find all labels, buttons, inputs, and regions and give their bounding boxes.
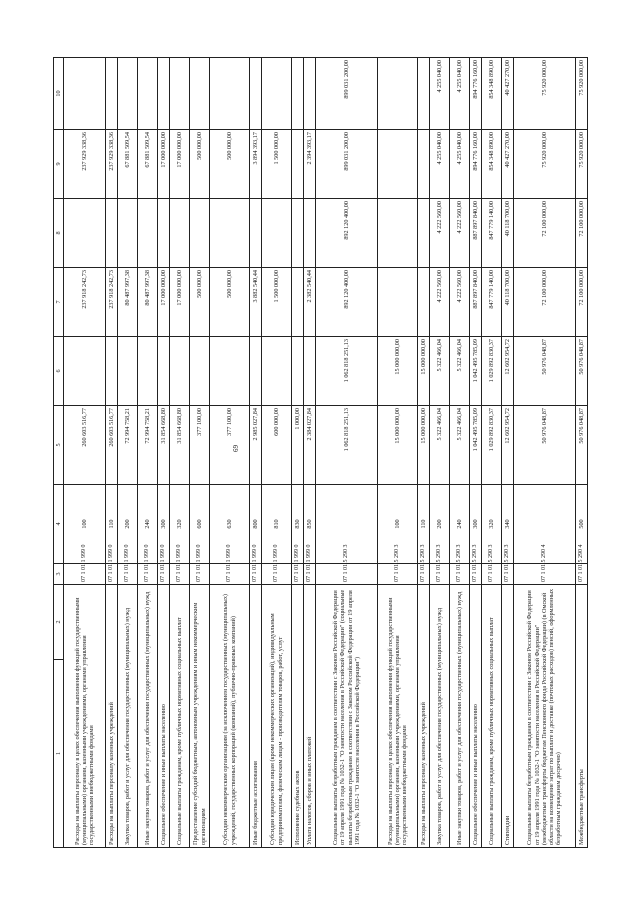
row-value-col5: 50 976 048,87 — [576, 406, 588, 485]
table-row — [138, 58, 158, 848]
header-cell: 6 — [54, 337, 64, 406]
row-value-col6: 15 000 000,00 — [418, 337, 430, 406]
row-value-col5: 600 000,00 — [262, 406, 292, 485]
row-vr: 320 — [482, 485, 502, 564]
row-name: Социальное обеспечение и иные выплаты населению — [158, 585, 170, 848]
row-value-col7: 1 500 000,00 — [262, 268, 292, 337]
table-row — [470, 58, 482, 848]
row-name: Иные закупки товаров, работ и услуг для обеспечения государственных (муниципальных) нужд — [138, 585, 158, 848]
row-value-col8: 4 222 560,00 — [450, 199, 470, 268]
row-value-col5: 15 000 000,00 — [418, 406, 430, 485]
row-name: Предоставление субсидий бюджетным, автономным учреждениям и иным некоммерческим организациям — [190, 585, 210, 848]
row-value-col6: 12 602 954,72 — [502, 337, 514, 406]
row-value-col5: 72 994 758,21 — [138, 406, 158, 485]
row-code: 07 1 01 5 290 3 — [378, 564, 418, 585]
row-value-col9: 500 000,00 — [210, 130, 250, 199]
row-value-col10 — [170, 58, 190, 130]
row-value-col6: 1 029 892 830,37 — [482, 337, 502, 406]
header-row — [54, 58, 64, 848]
table-row — [378, 58, 418, 848]
row-value-col6: 50 976 048,87 — [514, 337, 576, 406]
row-name: Закупка товаров, работ и услуг для обеспечения государственных (муниципальных) нужд — [118, 585, 138, 848]
row-vr: 200 — [430, 485, 450, 564]
row-value-col9: 854 348 890,00 — [482, 130, 502, 199]
row-code: 07 1 01 5 290 3 — [450, 564, 470, 585]
row-name: Социальное обеспечение и иные выплаты населению — [470, 585, 482, 848]
table-row — [106, 58, 118, 848]
row-value-col8 — [170, 199, 190, 268]
row-name: Субсидии юридическим лицам (кроме некоммерческих организаций), индивидуальным предпринимателям, физическим лицам - производителям товаров, работ, услуг — [262, 585, 292, 848]
row-value-col9: 75 920 000,00 — [514, 130, 576, 199]
row-vr: 200 — [118, 485, 138, 564]
header-cell: 9 — [54, 130, 64, 199]
row-value-col6: 50 976 048,87 — [576, 337, 588, 406]
row-vr: 100 — [378, 485, 418, 564]
row-vr: 810 — [262, 485, 292, 564]
row-value-col8 — [304, 199, 316, 268]
row-value-col8 — [64, 199, 106, 268]
header-cell: 10 — [54, 58, 64, 130]
row-name: Расходы на выплаты персоналу казенных учреждений — [106, 585, 118, 848]
row-name: Социальные выплаты безработным гражданам в соответствии с Законом Российской Федерации от 19 апреля 1991 года № 1032-1 "О занятости населения в Российской Федерации" (межбюджетные трансферты бюджетам Пенсионного фонда Российской Федерации) (в Омской области на возмещение затрат по выплате и доставке (почтовых расходов) пенсий, оформленных безработным гражданам досрочно) — [514, 585, 576, 848]
row-value-col5: 31 854 668,80 — [170, 406, 190, 485]
row-value-col9: 67 881 509,54 — [118, 130, 138, 199]
row-value-col9: 899 031 200,00 — [316, 130, 378, 199]
row-vr: 340 — [502, 485, 514, 564]
table-row — [304, 58, 316, 848]
table-row — [210, 58, 250, 848]
row-value-col8 — [138, 199, 158, 268]
row-value-col9: 237 929 338,36 — [64, 130, 106, 199]
row-value-col8 — [190, 199, 210, 268]
row-value-col10 — [418, 58, 430, 130]
row-value-col10 — [138, 58, 158, 130]
table-row — [316, 58, 378, 848]
row-value-col7: 892 120 400,00 — [316, 268, 378, 337]
row-value-col8 — [158, 199, 170, 268]
row-vr: 300 — [470, 485, 482, 564]
row-name: Иные бюджетные ассигнования — [250, 585, 262, 848]
row-vr: 630 — [210, 485, 250, 564]
row-value-col5: 1 042 495 785,09 — [470, 406, 482, 485]
row-value-col6: 5 322 466,04 — [450, 337, 470, 406]
row-value-col7 — [292, 268, 304, 337]
row-value-col9: 2 394 393,17 — [304, 130, 316, 199]
row-value-col5: 377 100,00 — [210, 406, 250, 485]
row-value-col8 — [292, 199, 304, 268]
row-value-col5: 1 029 892 830,37 — [482, 406, 502, 485]
row-value-col7: 887 897 840,00 — [470, 268, 482, 337]
row-vr: 300 — [158, 485, 170, 564]
row-value-col8 — [106, 199, 118, 268]
row-value-col5: 5 322 466,04 — [450, 406, 470, 485]
row-value-col10 — [64, 58, 106, 130]
row-value-col5: 31 854 668,80 — [158, 406, 170, 485]
table-row — [450, 58, 470, 848]
row-value-col8 — [210, 199, 250, 268]
row-value-col8: 72 100 000,00 — [514, 199, 576, 268]
row-code: 07 1 01 1 999 0 — [262, 564, 292, 585]
row-value-col6: 15 000 000,00 — [378, 337, 418, 406]
row-value-col10: 40 427 270,00 — [502, 58, 514, 130]
row-value-col6: 5 322 466,04 — [430, 337, 450, 406]
row-value-col6: 1 042 495 785,09 — [470, 337, 482, 406]
row-vr: 500 — [576, 485, 588, 564]
row-code: 07 1 01 5 290 3 — [502, 564, 514, 585]
row-name: Расходы на выплаты персоналу в целях обеспечения выполнения функций государственными (муниципальными) органами, казенными учреждениями, органами управления государственными внебюджетными фондами — [64, 585, 106, 848]
row-value-col10 — [292, 58, 304, 130]
table-row — [514, 58, 576, 848]
row-value-col6 — [106, 337, 118, 406]
row-value-col9: 1 500 000,00 — [262, 130, 292, 199]
row-value-col7: 2 382 540,44 — [304, 268, 316, 337]
row-value-col5: 377 100,00 — [190, 406, 210, 485]
header-cell: 8 — [54, 199, 64, 268]
budget-table-rotated — [53, 58, 619, 848]
header-cell: 5 — [54, 406, 64, 485]
row-value-col10 — [106, 58, 118, 130]
row-code: 07 1 01 5 290 4 — [514, 564, 576, 585]
row-name: Социальные выплаты гражданам, кроме публичных нормативных социальных выплат — [170, 585, 190, 848]
table-row — [418, 58, 430, 848]
row-value-col10 — [262, 58, 292, 130]
row-value-col10: 75 920 000,00 — [576, 58, 588, 130]
row-name: Исполнение судебных актов — [292, 585, 304, 848]
table-row — [250, 58, 262, 848]
row-value-col7: 80 487 997,38 — [138, 268, 158, 337]
row-value-col7: 80 487 997,38 — [118, 268, 138, 337]
row-code: 07 1 01 5 290 3 — [418, 564, 430, 585]
row-value-col10 — [304, 58, 316, 130]
row-value-col7: 847 779 140,00 — [482, 268, 502, 337]
row-value-col10 — [118, 58, 138, 130]
table-row — [158, 58, 170, 848]
row-code: 07 1 01 1 999 0 — [210, 564, 250, 585]
row-code: 07 1 01 1 999 0 — [250, 564, 262, 585]
row-name: Уплата налогов, сборов и иных платежей — [304, 585, 316, 848]
table-row — [482, 58, 502, 848]
row-value-col10: 4 255 040,00 — [430, 58, 450, 130]
row-value-col5: 1 000,00 — [292, 406, 304, 485]
row-value-col7: 17 000 000,00 — [158, 268, 170, 337]
row-value-col7: 4 222 560,00 — [430, 268, 450, 337]
row-vr: 600 — [190, 485, 210, 564]
row-name: Иные закупки товаров, работ и услуг для обеспечения государственных (муниципальных) нужд — [450, 585, 470, 848]
row-value-col7: 237 918 242,73 — [106, 268, 118, 337]
row-value-col9: 4 255 040,00 — [450, 130, 470, 199]
row-value-col9: 67 881 509,54 — [138, 130, 158, 199]
row-value-col10: 854 348 890,00 — [482, 58, 502, 130]
row-value-col6 — [292, 337, 304, 406]
table-row — [64, 58, 106, 848]
row-value-col5: 260 603 516,77 — [64, 406, 106, 485]
row-value-col6 — [118, 337, 138, 406]
row-code: 07 1 01 5 290 3 — [470, 564, 482, 585]
row-value-col9 — [418, 130, 430, 199]
row-value-col8: 892 120 400,00 — [316, 199, 378, 268]
row-code: 07 1 01 1 999 0 — [64, 564, 106, 585]
row-value-col10: 899 031 200,00 — [316, 58, 378, 130]
row-code: 07 1 01 1 999 0 — [158, 564, 170, 585]
row-value-col9: 40 427 270,00 — [502, 130, 514, 199]
row-value-col8: 847 779 140,00 — [482, 199, 502, 268]
table-row — [502, 58, 514, 848]
row-value-col6: 1 062 818 251,13 — [316, 337, 378, 406]
row-value-col9: 17 000 000,00 — [158, 130, 170, 199]
header-cell: 3 — [54, 564, 64, 585]
table-row — [262, 58, 292, 848]
header-cell: 1 — [54, 660, 64, 848]
row-value-col10 — [210, 58, 250, 130]
row-value-col5: 50 976 048,87 — [514, 406, 576, 485]
row-name: Социальные выплаты безработным гражданам в соответствии с Законом Российской Федерации от 19 апреля 1991 года № 1032-1 "О занятости населения в Российской Федерации" (социальные выплаты безработным гражданам в соответствии с Законом Российской Федерации от 19 апреля 1991 года № 1032-1 "О занятости населения в Российской Федерации") — [316, 585, 378, 848]
row-value-col6 — [262, 337, 292, 406]
row-value-col7: 72 100 000,00 — [514, 268, 576, 337]
row-vr: 240 — [450, 485, 470, 564]
row-value-col5: 5 322 466,04 — [430, 406, 450, 485]
row-value-col5: 2 985 027,84 — [250, 406, 262, 485]
row-value-col6 — [190, 337, 210, 406]
row-value-col10 — [158, 58, 170, 130]
row-code: 07 1 01 1 999 0 — [170, 564, 190, 585]
table-row — [292, 58, 304, 848]
row-value-col5: 2 384 027,84 — [304, 406, 316, 485]
row-value-col7: 500 000,00 — [210, 268, 250, 337]
row-value-col9: 75 920 000,00 — [576, 130, 588, 199]
row-name: Межбюджетные трансферты — [576, 585, 588, 848]
budget-table — [53, 57, 588, 848]
row-value-col10: 894 776 160,00 — [470, 58, 482, 130]
row-vr: 320 — [170, 485, 190, 564]
row-value-col6 — [158, 337, 170, 406]
row-name: Стипендии — [502, 585, 514, 848]
row-value-col5: 260 603 516,77 — [106, 406, 118, 485]
header-cell: 7 — [54, 268, 64, 337]
row-value-col6 — [64, 337, 106, 406]
row-code: 07 1 01 1 999 0 — [190, 564, 210, 585]
row-code: 07 1 01 1 999 0 — [118, 564, 138, 585]
row-value-col10 — [190, 58, 210, 130]
row-value-col8 — [262, 199, 292, 268]
row-name: Расходы на выплаты персоналу в целях обеспечения выполнения функций государственными (муниципальными) органами, казенными учреждениями, органами управления государственными внебюджетными фондами — [378, 585, 418, 848]
row-value-col7: 17 000 000,00 — [170, 268, 190, 337]
row-value-col8 — [418, 199, 430, 268]
row-value-col9: 500 000,00 — [190, 130, 210, 199]
row-vr: 830 — [292, 485, 304, 564]
row-vr: 110 — [418, 485, 430, 564]
row-name: Социальные выплаты гражданам, кроме публичных нормативных социальных выплат — [482, 585, 502, 848]
row-value-col7: 40 118 700,00 — [502, 268, 514, 337]
row-value-col9: 17 000 000,00 — [170, 130, 190, 199]
row-code: 07 1 01 1 999 0 — [106, 564, 118, 585]
row-value-col8: 72 100 000,00 — [576, 199, 588, 268]
row-value-col6 — [170, 337, 190, 406]
row-code: 07 1 01 5 290 3 — [430, 564, 450, 585]
table-row — [576, 58, 588, 848]
row-value-col5: 12 602 954,72 — [502, 406, 514, 485]
row-value-col8 — [378, 199, 418, 268]
row-code: 07 1 01 5 290 4 — [576, 564, 588, 585]
row-value-col10: 4 255 040,00 — [450, 58, 470, 130]
page-number: 69 — [232, 445, 240, 452]
row-value-col7: 4 222 560,00 — [450, 268, 470, 337]
row-value-col6 — [250, 337, 262, 406]
row-value-col5: 15 000 000,00 — [378, 406, 418, 485]
row-vr: 240 — [138, 485, 158, 564]
row-value-col8: 887 897 840,00 — [470, 199, 482, 268]
row-vr: 110 — [106, 485, 118, 564]
row-value-col8 — [118, 199, 138, 268]
row-value-col7 — [418, 268, 430, 337]
table-row — [430, 58, 450, 848]
row-value-col8 — [250, 199, 262, 268]
row-value-col7: 3 882 540,44 — [250, 268, 262, 337]
row-value-col9: 894 776 160,00 — [470, 130, 482, 199]
row-value-col10: 75 920 000,00 — [514, 58, 576, 130]
row-name: Расходы на выплаты персоналу казенных учреждений — [418, 585, 430, 848]
row-vr: 100 — [64, 485, 106, 564]
row-value-col9: 3 894 393,17 — [250, 130, 262, 199]
row-value-col5: 1 062 818 251,13 — [316, 406, 378, 485]
row-value-col8: 4 222 560,00 — [430, 199, 450, 268]
row-value-col7: 237 918 242,73 — [64, 268, 106, 337]
row-value-col10 — [378, 58, 418, 130]
row-code: 07 1 01 1 999 0 — [138, 564, 158, 585]
table-row — [190, 58, 210, 848]
row-value-col9: 4 255 040,00 — [430, 130, 450, 199]
table-row — [170, 58, 190, 848]
row-value-col7: 72 100 000,00 — [576, 268, 588, 337]
row-vr: 800 — [250, 485, 262, 564]
header-cell: 2 — [54, 585, 64, 660]
row-value-col9 — [292, 130, 304, 199]
row-value-col9 — [378, 130, 418, 199]
row-value-col7: 500 000,00 — [190, 268, 210, 337]
row-value-col7 — [378, 268, 418, 337]
row-name: Субсидии некоммерческим организациям (за исключением государственных (муниципальных) учреждений, государственных корпораций (компаний), публично-правовых компаний) — [210, 585, 250, 848]
row-name: Закупка товаров, работ и услуг для обеспечения государственных (муниципальных) нужд — [430, 585, 450, 848]
row-value-col10 — [250, 58, 262, 130]
row-value-col8: 40 118 700,00 — [502, 199, 514, 268]
row-value-col6 — [138, 337, 158, 406]
row-code: 07 1 01 5 290 3 — [316, 564, 378, 585]
row-value-col9: 237 929 338,36 — [106, 130, 118, 199]
table-row — [118, 58, 138, 848]
row-code: 07 1 01 1 999 0 — [304, 564, 316, 585]
row-value-col6 — [210, 337, 250, 406]
row-code: 07 1 01 1 999 0 — [292, 564, 304, 585]
row-code: 07 1 01 5 290 3 — [482, 564, 502, 585]
row-value-col5: 72 994 758,21 — [118, 406, 138, 485]
row-value-col6 — [304, 337, 316, 406]
row-vr: 850 — [304, 485, 316, 564]
header-cell: 4 — [54, 485, 64, 564]
